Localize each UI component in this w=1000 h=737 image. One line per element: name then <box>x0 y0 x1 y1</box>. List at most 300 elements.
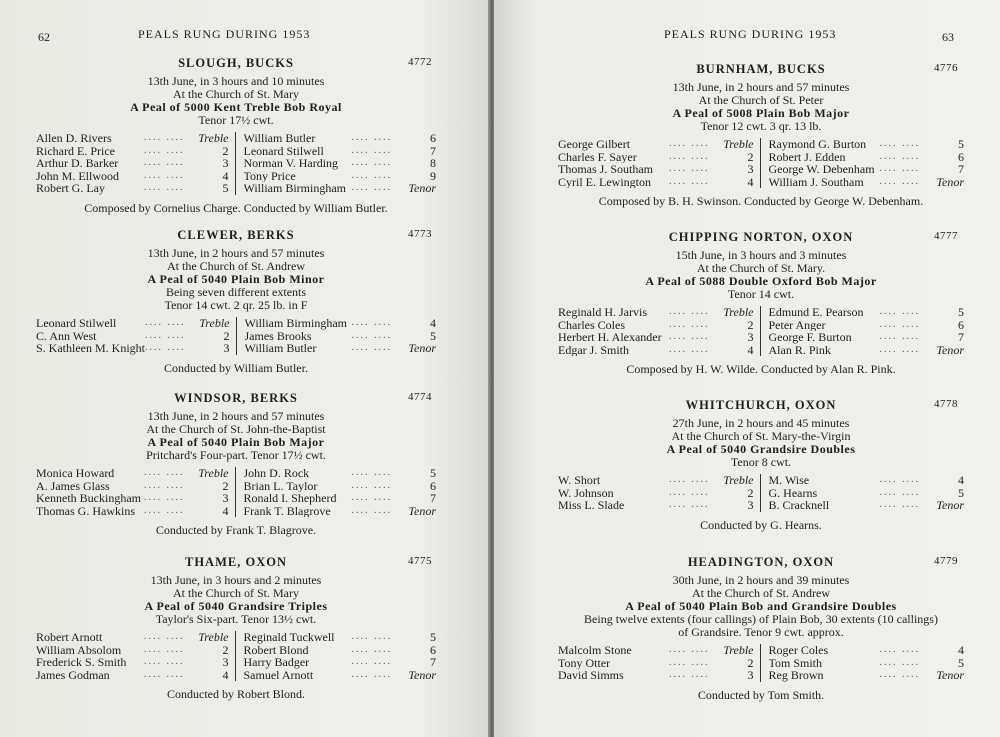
ringer-name: Robert Blond <box>243 643 309 657</box>
bell-number: Tenor <box>408 667 436 682</box>
leader-dots: .... .... <box>879 644 920 655</box>
ringer-row <box>244 505 437 518</box>
bell-number: 5 <box>958 485 964 500</box>
ringer-row <box>36 631 229 644</box>
ringer-name: Alan R. Pink <box>768 343 831 357</box>
bell-number: 7 <box>430 655 436 670</box>
ringers-right-column <box>761 138 965 188</box>
bell-number: 5 <box>430 328 436 343</box>
ringer-row <box>36 317 230 330</box>
ringer-name: Edgar J. Smith <box>558 343 629 357</box>
ringer-name: William Butler <box>243 132 316 145</box>
ringer-row <box>769 138 965 151</box>
ringer-name: Charles Coles <box>558 318 625 332</box>
ringer-row <box>769 657 965 670</box>
leader-dots: .... .... <box>144 467 185 478</box>
ringer-row <box>558 151 754 164</box>
leader-dots: .... .... <box>879 499 920 511</box>
bell-number: Treble <box>199 316 230 330</box>
leader-dots: .... .... <box>669 644 710 655</box>
peal-note: Being seven different extents <box>165 285 307 299</box>
ringer-row <box>558 319 754 332</box>
peal-entry <box>558 230 964 377</box>
bell-number: 2 <box>747 149 754 164</box>
ringer-row <box>36 157 229 170</box>
bell-number: Tenor <box>936 498 964 513</box>
ringer-name: Raymond G. Burton <box>768 138 867 151</box>
ringer-name: William Birmingham <box>243 182 347 195</box>
bell-number: 3 <box>747 162 754 177</box>
leader-dots: .... .... <box>879 331 920 343</box>
bell-number: 7 <box>430 143 436 158</box>
ringer-name: Tom Smith <box>768 656 823 670</box>
ringer-row <box>36 480 229 493</box>
leader-dots: .... .... <box>144 656 185 668</box>
peal-church: At the Church of St. Peter <box>698 93 824 107</box>
bell-number: 8 <box>430 156 436 171</box>
leader-dots: .... .... <box>879 163 920 175</box>
ringer-name: Reg Brown <box>768 669 824 682</box>
ringer-name: W. Johnson <box>558 486 614 500</box>
leader-dots: .... .... <box>351 668 392 680</box>
bell-number: 9 <box>430 168 436 183</box>
ringer-name: B. Cracknell <box>768 499 830 512</box>
bell-number: 2 <box>222 143 229 158</box>
leader-dots: .... .... <box>145 329 186 341</box>
leader-dots: .... .... <box>879 318 920 330</box>
ringer-name: A. James Glass <box>36 479 110 493</box>
ringer-name: Arthur D. Barker <box>36 157 119 170</box>
ringer-name: Frederick S. Smith <box>36 656 127 669</box>
ringer-name: Richard E. Price <box>36 144 115 158</box>
ringer-row <box>769 487 965 500</box>
bell-number: 4 <box>222 168 229 183</box>
ringer-name: James Godman <box>36 668 110 682</box>
bell-number: 5 <box>430 466 436 480</box>
ringers-left-column <box>36 132 236 195</box>
left-page <box>0 0 490 737</box>
ringer-name: Herbert H. Alexander <box>558 331 662 344</box>
leader-dots: .... .... <box>351 656 392 668</box>
ringer-row <box>558 487 754 500</box>
leader-dots: .... .... <box>144 157 185 169</box>
peal-place: THAME, OXON <box>185 555 287 569</box>
leader-dots: .... .... <box>144 144 185 156</box>
bell-number: Treble <box>198 466 229 480</box>
ringer-row <box>245 330 437 343</box>
peal-date: 15th June, in 3 hours and 3 minutes <box>675 248 847 262</box>
leader-dots: .... .... <box>351 504 392 516</box>
ringers-table <box>36 467 436 517</box>
ringer-row <box>769 669 965 682</box>
bell-number: 6 <box>430 642 436 657</box>
ringer-row <box>558 163 754 176</box>
peal-date: 13th June, in 3 hours and 2 minutes <box>150 573 322 587</box>
ringer-row <box>36 467 229 480</box>
peal-number: 4773 <box>408 228 432 240</box>
ringer-row <box>769 644 965 657</box>
ringers-left-column <box>558 474 761 512</box>
peal-entry <box>558 555 964 703</box>
peal-number: 4777 <box>934 230 958 242</box>
ringer-name: Kenneth Buckingham <box>36 492 141 505</box>
leader-dots: .... .... <box>351 631 392 642</box>
ringer-row <box>769 499 965 512</box>
peal-method: A Peal of 5040 Plain Bob and Grandsire Doubles <box>625 599 897 613</box>
ringer-row <box>769 176 965 189</box>
leader-dots: .... .... <box>879 343 920 355</box>
ringers-left-column <box>36 317 237 355</box>
bell-number: 3 <box>222 156 229 171</box>
peal-tenor: of Grandsire. Tenor 9 cwt. approx. <box>678 625 844 639</box>
leader-dots: .... .... <box>669 175 710 187</box>
peal-credit: Conducted by Tom Smith. <box>697 687 825 702</box>
bell-number: 4 <box>747 342 754 357</box>
bell-number: Tenor <box>936 342 964 357</box>
ringer-row <box>769 306 965 319</box>
peal-method: A Peal of 5040 Plain Bob Major <box>147 435 325 449</box>
peal-number: 4772 <box>408 56 432 68</box>
ringers-left-column <box>558 306 761 356</box>
ringers-table <box>558 474 964 512</box>
ringer-row <box>769 151 965 164</box>
ringer-name: Edmund E. Pearson <box>768 306 864 319</box>
ringer-row <box>558 499 754 512</box>
bell-number: 3 <box>223 341 230 356</box>
ringer-row <box>36 330 230 343</box>
bell-number: 4 <box>958 643 964 657</box>
peal-number: 4774 <box>408 391 432 403</box>
bell-number: Treble <box>723 473 754 487</box>
leader-dots: .... .... <box>144 182 185 194</box>
peal-tenor: Tenor 14 cwt. <box>727 287 795 301</box>
leader-dots: .... .... <box>669 163 710 175</box>
leader-dots: .... .... <box>351 643 392 655</box>
ringers-table <box>36 317 436 355</box>
ringer-row <box>558 176 754 189</box>
ringer-name: Malcolm Stone <box>558 644 632 657</box>
ringer-name: Tony Price <box>243 169 296 183</box>
ringer-name: Cyril E. Lewington <box>558 175 651 189</box>
peal-church: At the Church of St. Andrew <box>167 259 305 273</box>
leader-dots: .... .... <box>669 331 710 343</box>
leader-dots: .... .... <box>669 318 710 330</box>
ringer-name: W. Short <box>558 474 601 487</box>
ringer-row <box>244 170 437 183</box>
ringer-row <box>36 644 229 657</box>
ringer-row <box>36 145 229 158</box>
ringers-table <box>558 306 964 356</box>
leader-dots: .... .... <box>879 669 920 681</box>
bell-number: 4 <box>430 316 436 330</box>
leader-dots: .... .... <box>351 169 392 181</box>
ringer-row <box>36 170 229 183</box>
peal-tenor: Tenor 8 cwt. <box>730 455 792 469</box>
peal-church: At the Church of St. Mary. <box>696 261 826 275</box>
peal-entry <box>36 391 436 538</box>
bell-number: 5 <box>958 137 964 151</box>
leader-dots: .... .... <box>351 329 392 341</box>
leader-dots: .... .... <box>144 631 185 642</box>
bell-number: 7 <box>430 491 436 506</box>
bell-number: 2 <box>747 317 754 332</box>
ringer-row <box>244 132 437 145</box>
ringer-name: John M. Ellwood <box>36 169 120 183</box>
bell-number: 2 <box>222 478 229 493</box>
ringer-name: Monica Howard <box>36 467 115 480</box>
bell-number: 4 <box>222 667 229 682</box>
ringer-row <box>244 182 437 195</box>
ringers-table <box>558 644 964 682</box>
peal-number: 4778 <box>934 398 958 410</box>
leader-dots: .... .... <box>669 306 710 317</box>
bell-number: 6 <box>430 478 436 493</box>
ringer-name: George W. Debenham <box>768 163 875 176</box>
leader-dots: .... .... <box>669 474 710 485</box>
ringers-left-column <box>36 467 236 517</box>
leader-dots: .... .... <box>669 656 710 668</box>
ringer-name: C. Ann West <box>36 329 97 343</box>
ringer-name: Charles F. Sayer <box>558 150 637 164</box>
peal-date: 30th June, in 2 hours and 39 minutes <box>672 573 850 587</box>
leader-dots: .... .... <box>351 479 392 491</box>
ringers-left-column <box>558 644 761 682</box>
ringer-name: John D. Rock <box>243 467 310 480</box>
ringer-row <box>36 656 229 669</box>
leader-dots: .... .... <box>879 150 920 162</box>
ringers-right-column <box>761 306 965 356</box>
peal-church: At the Church of St. Mary <box>173 586 299 600</box>
bell-number: Treble <box>723 643 754 657</box>
leader-dots: .... .... <box>879 175 920 187</box>
ringer-name: George Gilbert <box>558 138 631 151</box>
leader-dots: .... .... <box>669 669 710 681</box>
ringer-row <box>36 182 229 195</box>
ringer-row <box>244 145 437 158</box>
leader-dots: .... .... <box>144 479 185 491</box>
bell-number: 2 <box>222 642 229 657</box>
bell-number: 5 <box>222 181 229 196</box>
bell-number: 2 <box>747 655 754 670</box>
bell-number: 5 <box>958 655 964 670</box>
bell-number: 4 <box>222 503 229 518</box>
leader-dots: .... .... <box>144 169 185 181</box>
bell-number: 3 <box>222 491 229 506</box>
ringer-name: Thomas G. Hawkins <box>36 504 135 518</box>
peal-date: 13th June, in 2 hours and 57 minutes <box>672 80 850 94</box>
leader-dots: .... .... <box>351 342 392 354</box>
peal-date: 13th June, in 3 hours and 10 minutes <box>147 74 325 88</box>
ringer-name: Frank T. Blagrove <box>243 504 331 518</box>
peal-date: 13th June, in 2 hours and 57 minutes <box>147 409 325 423</box>
leader-dots: .... .... <box>144 643 185 655</box>
ringer-row <box>558 669 754 682</box>
ringer-name: S. Kathleen M. Knight <box>36 342 145 355</box>
ringer-name: Robert J. Edden <box>768 150 846 164</box>
peal-church: At the Church of St. Andrew <box>692 586 830 600</box>
ringers-table <box>36 631 436 681</box>
ringers-right-column <box>237 317 437 355</box>
leader-dots: .... .... <box>879 486 920 498</box>
bell-number: Treble <box>198 630 229 644</box>
ringer-row <box>244 480 437 493</box>
leader-dots: .... .... <box>879 138 920 149</box>
ringer-row <box>244 669 437 682</box>
ringer-row <box>769 319 965 332</box>
bell-number: 3 <box>747 330 754 345</box>
peal-entry <box>558 62 964 209</box>
bell-number: 5 <box>958 305 964 319</box>
ringer-name: George F. Burton <box>768 331 852 344</box>
bell-number: 3 <box>222 655 229 670</box>
ringers-left-column <box>36 631 236 681</box>
ringer-row <box>558 138 754 151</box>
ringer-row <box>36 505 229 518</box>
leader-dots: .... .... <box>669 343 710 355</box>
ringers-table <box>558 138 964 188</box>
ringer-row <box>558 306 754 319</box>
bell-number: 4 <box>747 174 754 189</box>
page-number: 62 <box>38 30 50 44</box>
peal-credit: Conducted by G. Hearns. <box>700 517 822 532</box>
leader-dots: .... .... <box>351 157 392 169</box>
leader-dots: .... .... <box>879 306 920 317</box>
peal-number: 4776 <box>934 62 958 74</box>
ringer-name: William Birmingham <box>244 317 348 330</box>
ringers-right-column <box>761 474 965 512</box>
ringer-name: Reginald H. Jarvis <box>558 306 647 319</box>
peal-credit: Composed by Cornelius Charge. Conducted by William Butler. <box>84 200 388 215</box>
ringer-name: Tony Otter <box>558 656 611 670</box>
ringer-row <box>36 492 229 505</box>
ringer-name: William Absolom <box>36 643 122 657</box>
bell-number: Tenor <box>936 174 964 189</box>
peal-date: 13th June, in 2 hours and 57 minutes <box>147 246 325 260</box>
leader-dots: .... .... <box>145 342 186 354</box>
peal-place: BURNHAM, BUCKS <box>696 62 826 76</box>
ringer-name: Thomas J. Southam <box>558 163 653 176</box>
bell-number: 6 <box>430 131 436 145</box>
ringer-row <box>769 474 965 487</box>
ringer-name: Allen D. Rivers <box>36 132 112 145</box>
leader-dots: .... .... <box>145 317 186 328</box>
ringer-name: Norman V. Harding <box>243 157 339 170</box>
ringer-row <box>245 342 437 355</box>
ringer-name: Brian L. Taylor <box>243 479 318 493</box>
peal-credit: Conducted by Robert Blond. <box>167 687 305 702</box>
ringer-row <box>244 157 437 170</box>
peal-church: At the Church of St. John-the-Baptist <box>146 422 326 436</box>
ringer-row <box>36 342 230 355</box>
ringer-row <box>558 331 754 344</box>
peal-entry <box>36 228 436 376</box>
ringer-name: Harry Badger <box>243 656 310 669</box>
peal-church: At the Church of St. Mary <box>173 87 299 101</box>
bell-number: Tenor <box>408 503 436 518</box>
leader-dots: .... .... <box>669 499 710 511</box>
ringer-row <box>244 644 437 657</box>
leader-dots: .... .... <box>351 467 392 478</box>
bell-number: Treble <box>723 305 754 319</box>
peal-entry <box>558 398 964 533</box>
bell-number: Treble <box>723 137 754 151</box>
bell-number: Treble <box>198 131 229 145</box>
ringer-row <box>769 344 965 357</box>
leader-dots: .... .... <box>351 132 392 143</box>
peal-place: CHIPPING NORTON, OXON <box>668 230 854 244</box>
bell-number: 7 <box>958 162 964 177</box>
peal-entry <box>36 56 436 216</box>
bell-number: Tenor <box>936 668 964 683</box>
ringer-row <box>36 132 229 145</box>
peal-credit: Conducted by Frank T. Blagrove. <box>155 523 317 538</box>
bell-number: 5 <box>430 630 436 644</box>
ringers-right-column <box>236 132 437 195</box>
ringer-name: M. Wise <box>768 474 810 487</box>
right-page <box>494 0 1000 737</box>
leader-dots: .... .... <box>351 317 392 328</box>
ringer-name: Robert G. Lay <box>36 182 105 195</box>
ringer-name: William Butler <box>244 342 317 355</box>
leader-dots: .... .... <box>144 504 185 516</box>
ringer-name: Ronald I. Shepherd <box>243 492 337 505</box>
leader-dots: .... .... <box>669 486 710 498</box>
ringer-row <box>244 631 437 644</box>
bell-number: 2 <box>223 328 230 343</box>
leader-dots: .... .... <box>351 492 392 504</box>
ringer-row <box>36 669 229 682</box>
ringer-name: Robert Arnott <box>36 631 103 644</box>
ringer-name: G. Hearns <box>768 486 818 500</box>
peal-place: SLOUGH, BUCKS <box>178 56 294 70</box>
peal-place: WHITCHURCH, OXON <box>685 398 837 412</box>
ringer-row <box>558 644 754 657</box>
ringer-name: Reginald Tuckwell <box>243 631 335 644</box>
ringers-left-column <box>558 138 761 188</box>
peal-number: 4775 <box>408 555 432 567</box>
peal-date: 27th June, in 2 hours and 45 minutes <box>672 416 850 430</box>
peal-place: HEADINGTON, OXON <box>687 555 835 569</box>
ringer-row <box>244 467 437 480</box>
ringer-row <box>769 331 965 344</box>
peal-place: WINDSOR, BERKS <box>174 391 298 405</box>
ringer-row <box>558 344 754 357</box>
peal-method: A Peal of 5088 Double Oxford Bob Major <box>645 274 877 288</box>
leader-dots: .... .... <box>669 150 710 162</box>
ringers-table <box>36 132 436 195</box>
leader-dots: .... .... <box>351 182 392 194</box>
leader-dots: .... .... <box>879 656 920 668</box>
ringer-name: Leonard Stilwell <box>243 144 324 158</box>
leader-dots: .... .... <box>879 474 920 485</box>
peal-entry <box>36 555 436 702</box>
peal-tenor: Pritchard's Four-part. Tenor 17½ cwt. <box>146 448 326 462</box>
bell-number: 4 <box>958 473 964 487</box>
peal-tenor: Tenor 17½ cwt. <box>198 113 274 127</box>
peal-number: 4779 <box>934 555 958 567</box>
peal-tenor: Tenor 14 cwt. 2 qr. 25 lb. in F <box>164 298 308 312</box>
ringer-row <box>244 656 437 669</box>
leader-dots: .... .... <box>351 144 392 156</box>
bell-number: 7 <box>958 330 964 345</box>
leader-dots: .... .... <box>144 132 185 143</box>
ringers-right-column <box>761 644 965 682</box>
page-number: 63 <box>942 30 954 44</box>
ringers-right-column <box>236 631 437 681</box>
peal-credit: Composed by H. W. Wilde. Conducted by Alan R. Pink. <box>626 362 896 377</box>
ringer-row <box>769 163 965 176</box>
ringer-name: Miss L. Slade <box>558 499 625 512</box>
